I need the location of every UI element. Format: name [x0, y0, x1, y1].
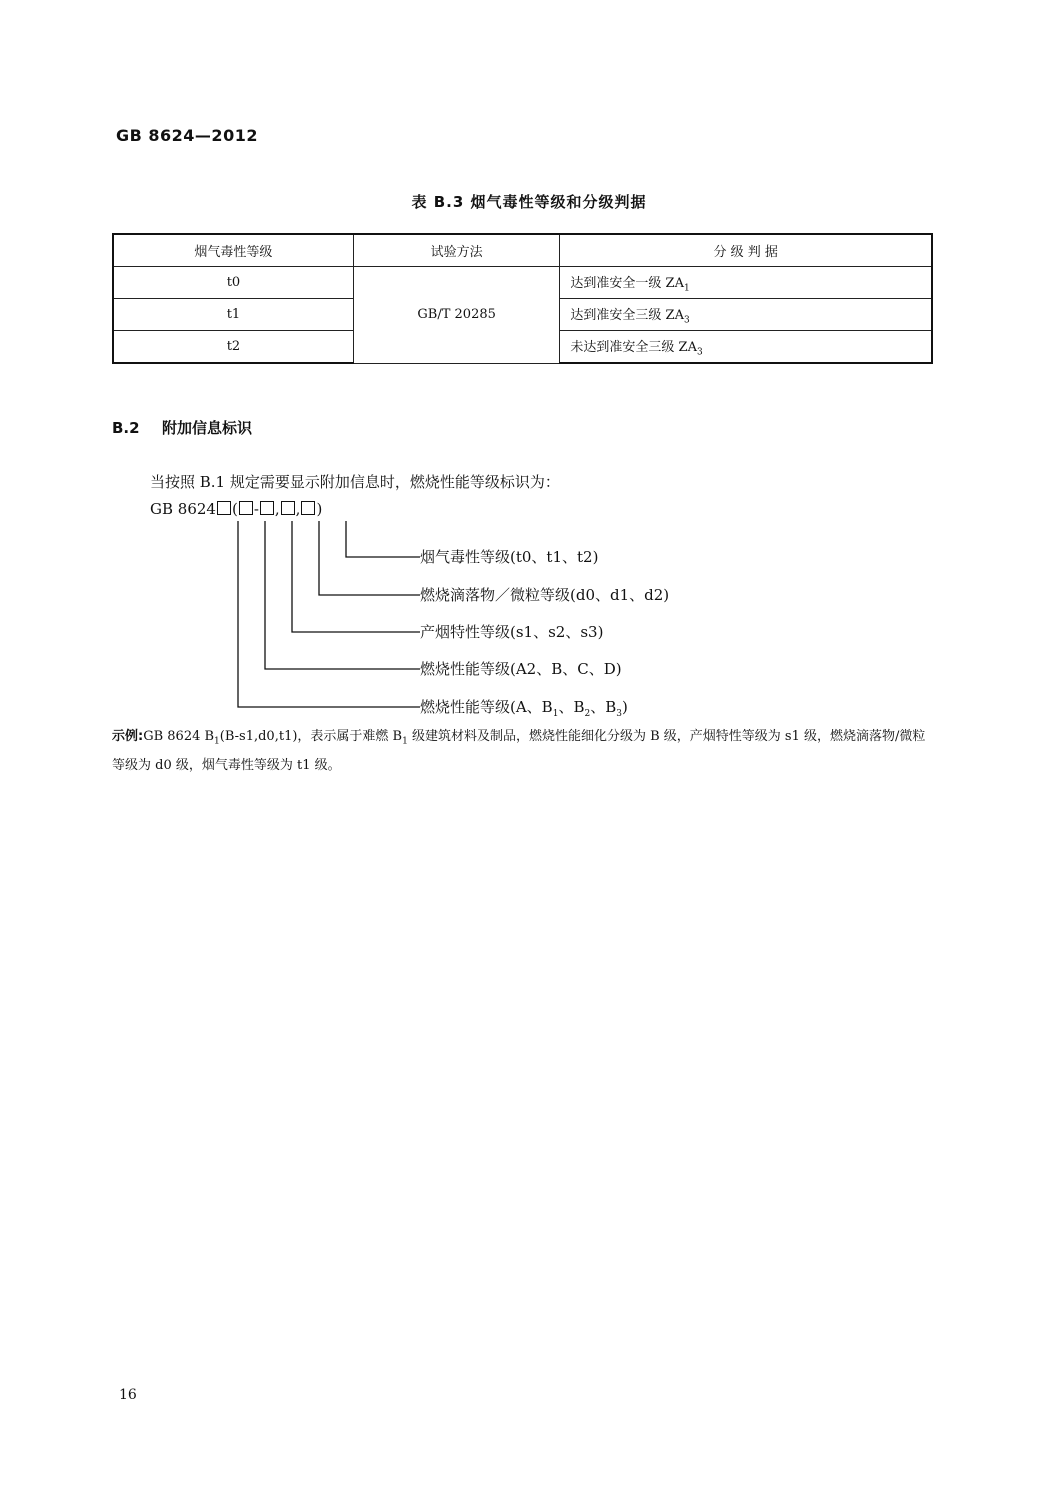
leader-line	[346, 521, 420, 557]
table-caption: 表 B.3 烟气毒性等级和分级判据	[411, 193, 647, 211]
method-cell: GB/T 20285	[353, 267, 560, 364]
code-open-paren: (	[231, 500, 238, 518]
criterion-text: 达到准安全一级 ZA	[570, 275, 684, 291]
label-subscript: 3	[616, 709, 622, 719]
section-number: B.2	[112, 419, 140, 437]
diagram-label: 产烟特性等级(s1、s2、s3)	[420, 623, 604, 641]
code-comma: ,	[295, 500, 301, 518]
page-number: 16	[119, 1387, 137, 1403]
page-header: GB 8624—2012	[116, 126, 258, 145]
section-title: 附加信息标识	[162, 419, 253, 437]
criterion-subscript: 3	[696, 347, 703, 358]
criterion-subscript: 1	[683, 283, 690, 294]
example-text: GB 8624 B	[143, 729, 215, 744]
grade-cell: t1	[113, 299, 353, 331]
label-subscript: 2	[584, 709, 591, 719]
label-subscript: 1	[552, 709, 559, 719]
label-part: 、B	[558, 698, 585, 716]
column-header: 分 级 判 据	[560, 234, 932, 267]
leader-line	[319, 521, 420, 595]
example-subscript: 1	[402, 736, 408, 747]
example-label: 示例:	[112, 729, 144, 744]
column-header: 试验方法	[353, 234, 560, 267]
diagram-label: 燃烧性能等级(A2、B、C、D)	[420, 660, 622, 678]
code-comma: ,	[274, 500, 280, 518]
grade-cell: t0	[113, 267, 353, 299]
intro-paragraph: 当按照 B.1 规定需要显示附加信息时，燃烧性能等级标识为：	[150, 473, 560, 491]
column-header: 烟气毒性等级	[113, 234, 353, 267]
code-prefix: GB 8624	[150, 500, 216, 518]
example-note	[112, 725, 934, 777]
code-dash: -	[253, 500, 259, 518]
code-close-paren: )	[316, 500, 323, 518]
example-subscript: 1	[214, 736, 220, 747]
criterion-subscript: 3	[683, 315, 690, 326]
diagram-label: 烟气毒性等级(t0、t1、t2)	[420, 548, 599, 566]
criterion-text: 达到准安全三级 ZA	[570, 307, 684, 323]
label-part: 燃烧性能等级(A、B	[420, 698, 553, 716]
grade-cell: t2	[113, 331, 353, 364]
label-part: 、B	[590, 698, 617, 716]
example-text: (B-s1,d0,t1)，表示属于难燃 B	[219, 729, 403, 744]
leader-line	[292, 521, 420, 632]
example-text: 级建筑材料及制品，燃烧性能细化分级为 B 级，产烟特性等级为 s1 级，燃烧滴落物/微粒等级为 d0 级，烟气毒性等级为 t1 级。	[112, 729, 926, 773]
criterion-text: 未达到准安全三级 ZA	[570, 339, 697, 355]
diagram-label: 燃烧滴落物／微粒等级(d0、d1、d2)	[420, 586, 670, 604]
label-part: )	[621, 698, 628, 716]
diagram-label	[420, 696, 628, 719]
